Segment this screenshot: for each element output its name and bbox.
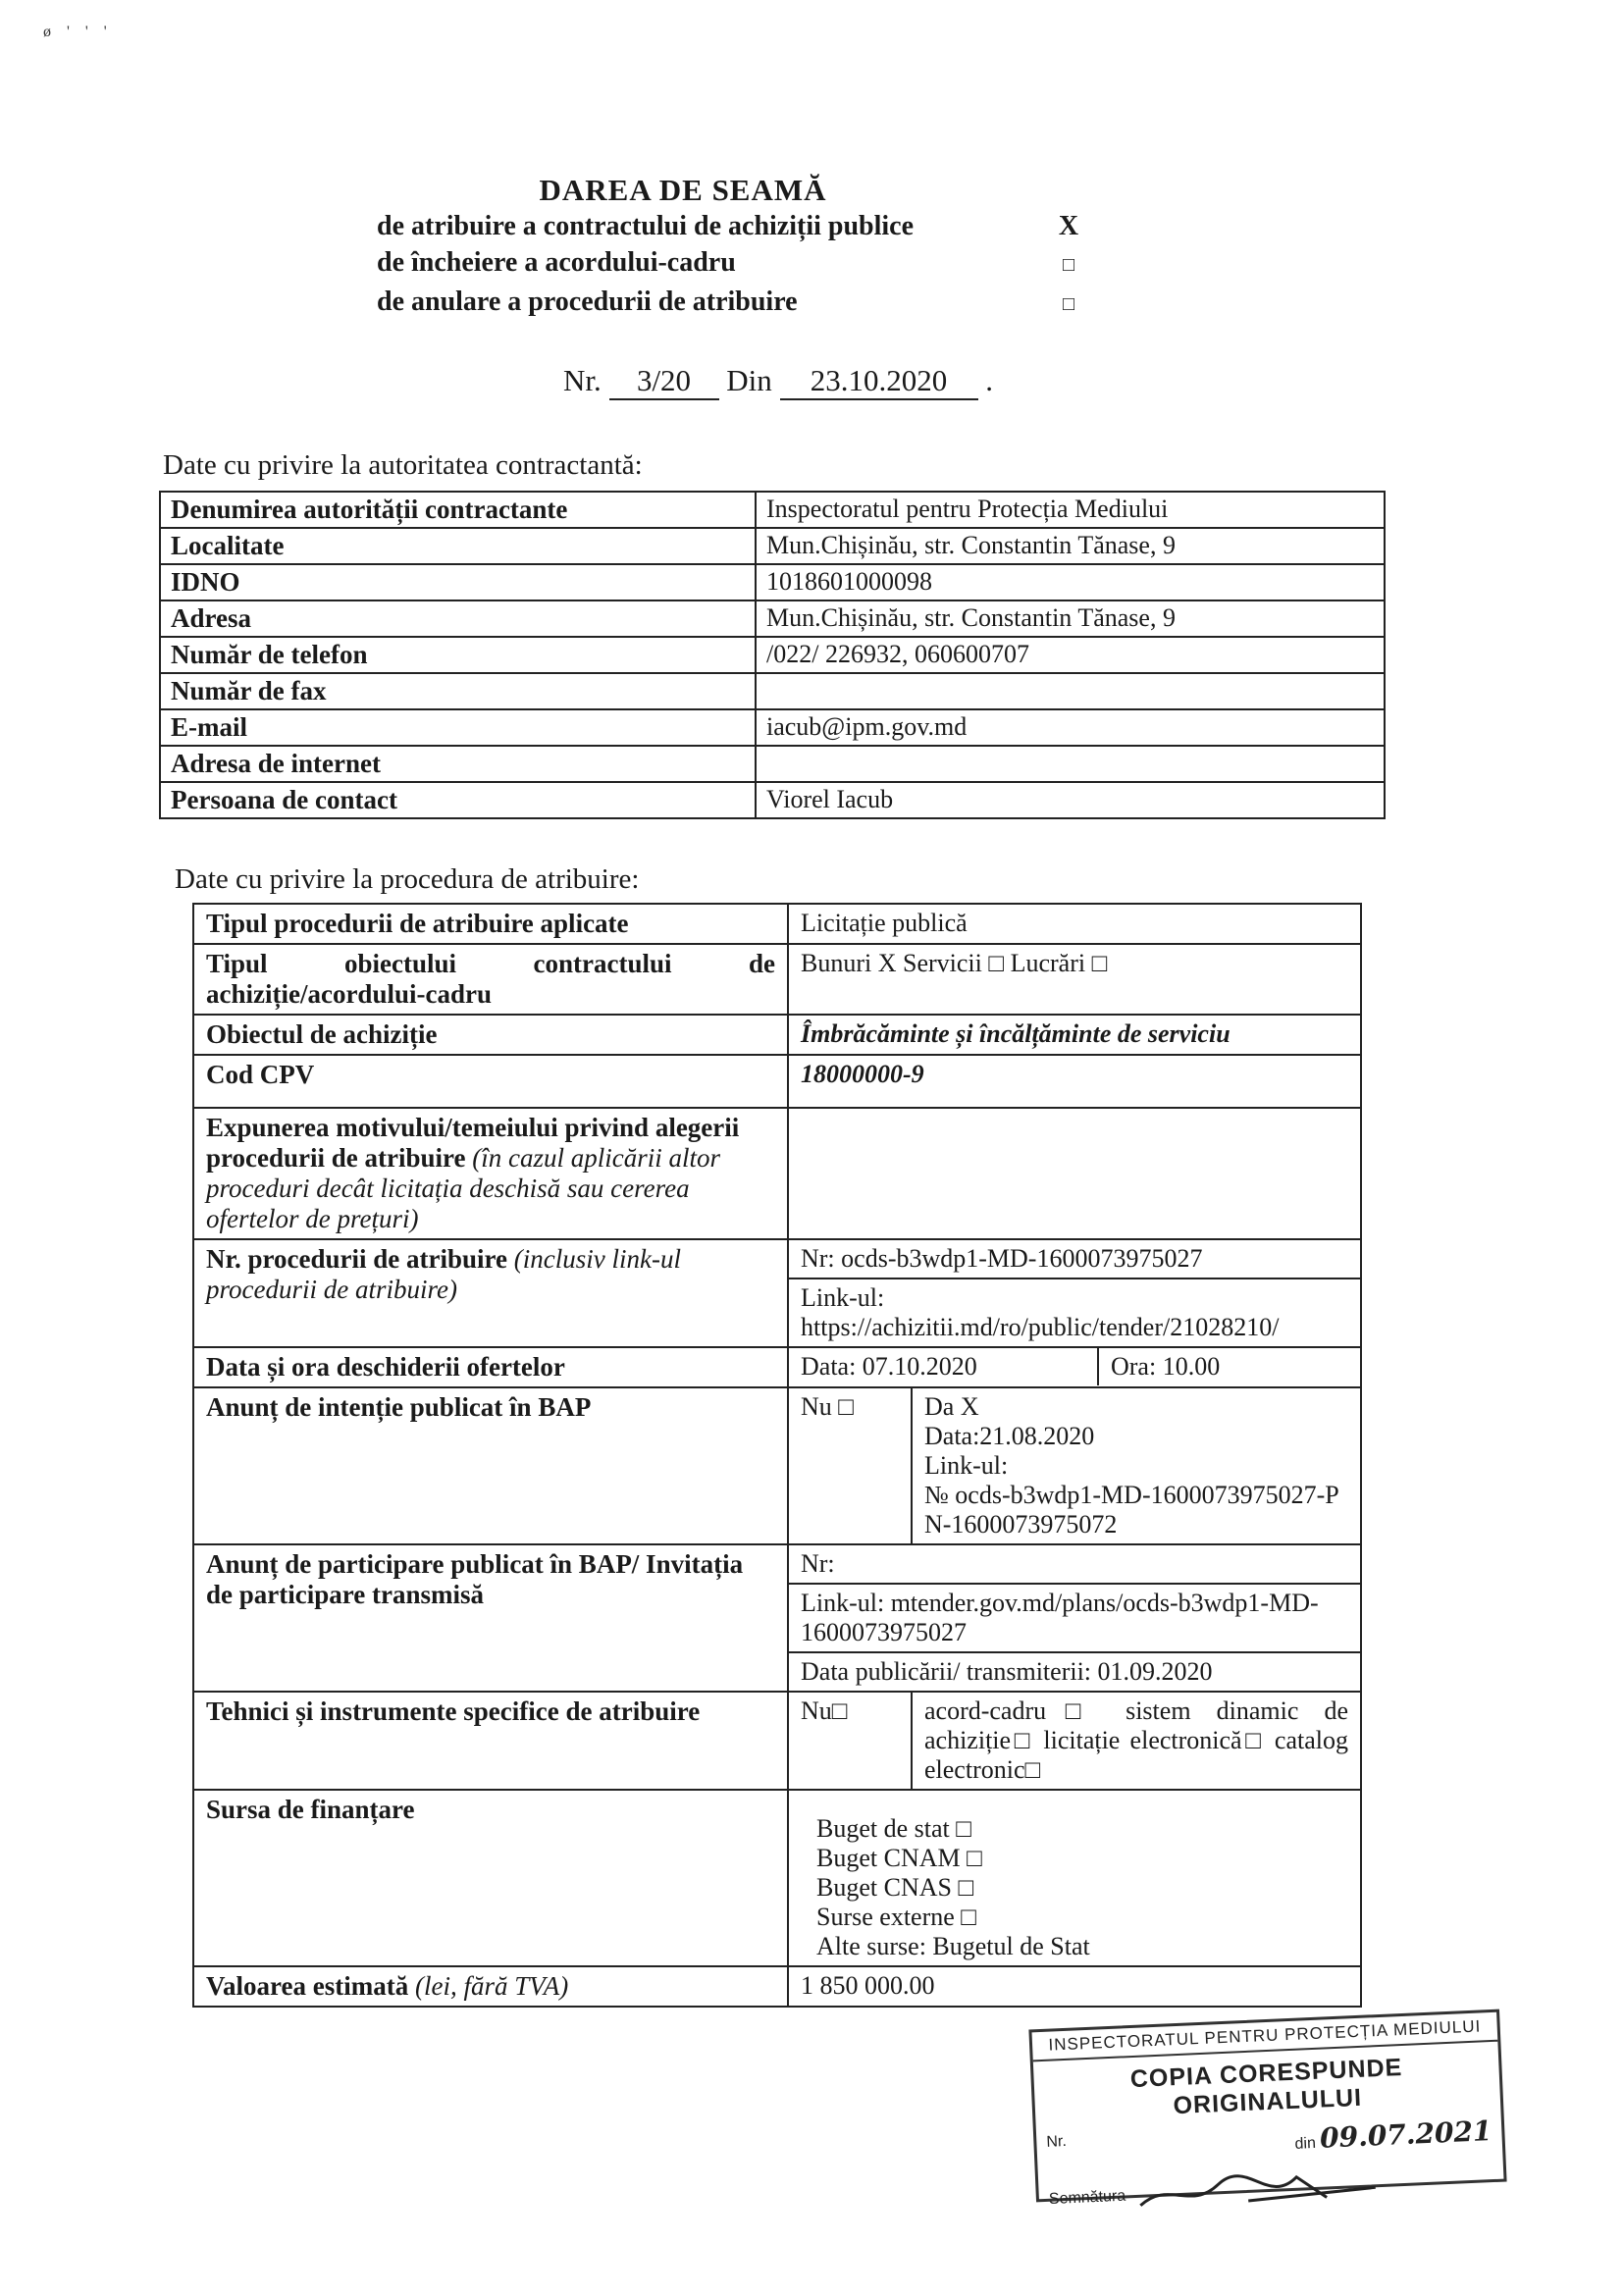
row-key: Cod CPV	[193, 1055, 788, 1108]
row-value	[756, 673, 1385, 709]
row-key	[193, 1239, 788, 1347]
table-row	[193, 1108, 1361, 1239]
row-key: Anunț de participare publicat în BAP/ Invitația de participare transmisă	[193, 1544, 788, 1692]
participation-nr: Nr:	[801, 1549, 835, 1578]
opening-date: Data: 07.10.2020	[789, 1348, 1099, 1385]
row-key: Data și ora deschiderii ofertelor	[193, 1347, 788, 1387]
table-row	[193, 1387, 1361, 1544]
date-prefix: Din	[726, 363, 772, 397]
nr-procedura-label: Nr. procedurii de atribuire	[206, 1244, 507, 1274]
table-row	[160, 782, 1385, 818]
estimated-value: 1 850 000.00	[788, 1966, 1361, 2007]
funding-source: Buget de stat □	[816, 1814, 971, 1843]
purpose-checkbox: □	[1062, 254, 1075, 276]
techniques-no: Nu□	[789, 1693, 913, 1789]
report-number-line	[563, 363, 993, 400]
purpose-row	[377, 244, 1083, 284]
row-key: Anunț de intenție publicat în BAP	[193, 1387, 788, 1544]
row-value	[788, 1544, 1361, 1692]
funding-source: Buget CNAS □	[816, 1873, 974, 1902]
table-row	[160, 528, 1385, 564]
row-key: Adresa de internet	[160, 746, 756, 782]
purpose-row	[377, 284, 1083, 323]
table-row	[160, 600, 1385, 637]
authority-table	[159, 491, 1386, 819]
table-row	[193, 1239, 1361, 1347]
table-row	[193, 1055, 1361, 1108]
row-key: Obiectul de achiziție	[193, 1015, 788, 1055]
row-value	[756, 746, 1385, 782]
table-row	[193, 1347, 1361, 1387]
row-value: Inspectoratul pentru Protecția Mediului	[756, 492, 1385, 528]
techniques-list: acord-cadru□ sistem dinamic de achiziție□ licitație electronică□ catalog electronic□	[924, 1696, 1348, 1784]
opening-time: Ora: 10.00	[1111, 1352, 1221, 1381]
funding-source: Alte surse: Bugetul de Stat	[816, 1932, 1090, 1960]
intent-yes: Da X	[924, 1392, 979, 1421]
purpose-checkbox: □	[1062, 293, 1075, 315]
row-key	[193, 1966, 788, 2007]
stamp-header: INSPECTORATUL PENTRU PROTECȚIA MEDIULUI	[1032, 2012, 1498, 2062]
procedure-link-block	[789, 1278, 1360, 1342]
purpose-label: de încheiere a acordului-cadru	[377, 247, 736, 278]
motiv-note: (în cazul aplicării altor proceduri decât licitația deschisă sau cererea ofertelor de prețuri)	[206, 1143, 720, 1233]
row-key: Sursa de finanțare	[193, 1790, 788, 1966]
row-value: Mun.Chișinău, str. Constantin Tănase, 9	[756, 600, 1385, 637]
row-value: Bunuri X Servicii □ Lucrări □	[788, 944, 1361, 1015]
funding-source: Buget CNAM □	[816, 1844, 982, 1872]
row-key	[193, 1108, 788, 1239]
purpose-label: de atribuire a contractului de achiziții publice	[377, 211, 915, 241]
participation-link-block	[789, 1583, 1360, 1647]
purpose-row	[377, 208, 1083, 244]
intent-details	[913, 1388, 1360, 1543]
number-prefix: Nr.	[563, 363, 602, 397]
participation-link[interactable]: Link-ul: mtender.gov.md/plans/ocds-b3wdp1-MD-1600073975027	[801, 1589, 1319, 1646]
procedure-number: Nr: ocds-b3wdp1-MD-1600073975027	[801, 1244, 1203, 1273]
row-value	[788, 1387, 1361, 1544]
document-title: DAREA DE SEAMĂ	[539, 173, 827, 207]
row-key: IDNO	[160, 564, 756, 600]
row-value: iacub@ipm.gov.md	[756, 709, 1385, 746]
table-row	[193, 1015, 1361, 1055]
table-row	[193, 1544, 1361, 1692]
row-value: 1018601000098	[756, 564, 1385, 600]
section-authority-label: Date cu privire la autoritatea contractantă:	[163, 449, 643, 481]
table-row	[160, 673, 1385, 709]
title-block	[377, 173, 1083, 323]
estimated-value-note: (lei, fără TVA)	[414, 1971, 569, 2001]
row-value	[788, 1108, 1361, 1239]
row-value: Licitație publică	[788, 904, 1361, 944]
purpose-checkbox: X	[1058, 211, 1079, 241]
table-row	[193, 1692, 1361, 1790]
row-key: Tipul obiectului contractului de achiziție/acordului-cadru	[193, 944, 788, 1015]
row-value: Îmbrăcăminte și încălțăminte de serviciu	[788, 1015, 1361, 1055]
row-key: Tipul procedurii de atribuire aplicate	[193, 904, 788, 944]
estimated-value-label: Valoarea estimată	[206, 1971, 409, 2001]
intent-no: Nu □	[789, 1388, 913, 1543]
row-value	[788, 1790, 1361, 1966]
stamp-din-label: din	[1294, 2134, 1317, 2153]
report-number: 3/20	[609, 363, 719, 400]
table-row	[160, 746, 1385, 782]
row-key: E-mail	[160, 709, 756, 746]
row-value	[788, 1239, 1361, 1347]
stamp-date-group	[1294, 2114, 1492, 2156]
procedure-link-label: Link-ul:	[801, 1283, 885, 1312]
stamp-handwritten-date: 09.07.2021	[1319, 2114, 1493, 2155]
row-value	[788, 1347, 1361, 1387]
row-value: 18000000-9	[788, 1055, 1361, 1108]
row-key: Număr de telefon	[160, 637, 756, 673]
table-row	[193, 1790, 1361, 1966]
stamp-nr-label: Nr.	[1046, 2132, 1068, 2151]
row-key: Localitate	[160, 528, 756, 564]
certification-stamp	[1028, 2009, 1506, 2209]
row-value: Viorel Iacub	[756, 782, 1385, 818]
row-key: Persoana de contact	[160, 782, 756, 818]
intent-date: Data:21.08.2020	[924, 1422, 1095, 1450]
row-value	[788, 1692, 1361, 1790]
intent-link-label: Link-ul:	[924, 1451, 1009, 1480]
table-row	[160, 709, 1385, 746]
report-date: 23.10.2020	[780, 363, 978, 400]
row-key: Număr de fax	[160, 673, 756, 709]
stamp-signature-label: Semnătura	[1048, 2187, 1126, 2209]
table-row	[160, 637, 1385, 673]
table-row	[193, 944, 1361, 1015]
funding-source: Surse externe □	[816, 1903, 976, 1931]
intent-link[interactable]: № ocds-b3wdp1-MD-1600073975027-PN-1600073975072	[924, 1481, 1339, 1539]
purpose-label: de anulare a procedurii de atribuire	[377, 287, 798, 317]
procedure-table	[192, 903, 1362, 2008]
signature-icon	[1129, 2166, 1386, 2216]
table-row	[193, 1966, 1361, 2007]
participation-date-block	[789, 1651, 1360, 1687]
table-row	[160, 492, 1385, 528]
table-row	[160, 564, 1385, 600]
nr-procedura-note: (inclusiv link-ul procedurii de atribuire)	[206, 1244, 681, 1304]
row-key: Denumirea autorității contractante	[160, 492, 756, 528]
row-key: Adresa	[160, 600, 756, 637]
row-key: Tehnici și instrumente specifice de atribuire	[193, 1692, 788, 1790]
table-row	[193, 904, 1361, 944]
stamp-main-text: COPIA CORESPUNDE ORIGINALULUI	[1129, 2053, 1403, 2120]
number-suffix: .	[985, 363, 993, 397]
motiv-label: Expunerea motivului/temeiului privind alegerii procedurii de atribuire	[206, 1113, 740, 1173]
row-value: Mun.Chișinău, str. Constantin Tănase, 9	[756, 528, 1385, 564]
participation-date: Data publicării/ transmiterii: 01.09.2020	[801, 1657, 1213, 1686]
row-value: /022/ 226932, 060600707	[756, 637, 1385, 673]
section-procedure-label: Date cu privire la procedura de atribuire:	[175, 863, 640, 895]
procedure-link[interactable]: https://achizitii.md/ro/public/tender/21028210/	[801, 1313, 1280, 1341]
page-corner-mark: ø ' ' '	[43, 24, 113, 40]
